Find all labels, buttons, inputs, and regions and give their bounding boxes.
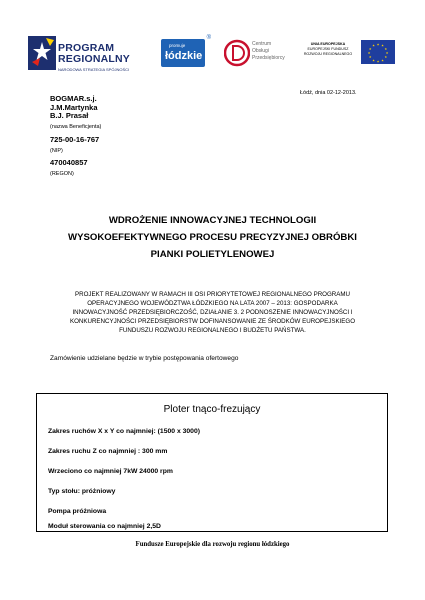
beneficiary-name-3: B.J. Prasał xyxy=(50,111,89,120)
specification-box xyxy=(36,393,388,532)
lodzkie-logo xyxy=(161,35,211,67)
regon-caption: (REGON) xyxy=(50,170,74,177)
footer-text: Fundusze Europejskie dla rozwoju regionu łódzkiego xyxy=(135,541,290,548)
eu-logo xyxy=(298,39,398,69)
svg-text:★: ★ xyxy=(372,43,375,48)
spec-row: Wrzeciono co najmniej 7kW 24000 rpm xyxy=(48,468,173,475)
project-line4: KONKURENCYJNOŚCI PRZEDSIĘBIORSTW DOFINANSOWANIE ZE ŚRODKÓW EUROPEJSKIEGO xyxy=(69,318,356,325)
project-line3: INNOWACYJNOŚĆ PRZEDSIĘBIORCZOŚĆ, DZIAŁANIE 3. 2 PODNOSZENIE INNOWACYJNOŚCI I xyxy=(72,309,353,316)
title-line2: WYSOKOEFEKTYWNEGO PROCESU PRECYZYJNEJ OBRÓBKI xyxy=(68,232,357,243)
lodzkie-big: łódzkie xyxy=(165,50,203,62)
eu-flag-icon xyxy=(361,40,395,64)
beneficiary-name-caption: (nazwa Beneficjenta) xyxy=(50,123,102,130)
svg-text:★: ★ xyxy=(381,43,384,48)
project-line5: FUNDUSZU ROZWOJU REGIONALNEGO I BUDŻETU PAŃSTWA. xyxy=(119,327,306,334)
beneficiary-block xyxy=(50,95,101,178)
centrum-line3: Przedsiębiorcy xyxy=(252,55,285,61)
centrum-obslugi-logo xyxy=(224,39,304,69)
spec-row: Moduł sterowania co najmniej 2,5D xyxy=(48,523,161,530)
title-line1: WDROŻENIE INNOWACYJNEJ TECHNOLOGII xyxy=(108,215,317,226)
program-line1: PROGRAM xyxy=(58,42,115,54)
svg-text:★: ★ xyxy=(385,51,389,55)
lodzkie-small: promuje xyxy=(169,43,186,48)
beneficiary-name-2: J.M.Martynka xyxy=(50,102,98,112)
nip-caption: (NIP) xyxy=(50,147,63,154)
centrum-line2: Obsługi xyxy=(252,48,269,54)
svg-text:★: ★ xyxy=(381,58,384,63)
project-description xyxy=(40,290,385,335)
svg-text:★: ★ xyxy=(376,59,380,64)
eu-line2: EUROPEJSKI FUNDUSZ xyxy=(307,47,349,51)
project-line1: PROJEKT REALIZOWANY W RAMACH III OSI PRIORYTETOWEJ REGIONALNEGO PROGRAMU xyxy=(74,291,351,298)
centrum-line1: Centrum xyxy=(252,41,272,47)
spec-title: Ploter tnąco-frezujący xyxy=(163,404,261,415)
svg-text:★: ★ xyxy=(376,42,380,47)
spec-row: Zakres ruchu Z co najmniej : 300 mm xyxy=(48,448,168,455)
svg-text:★: ★ xyxy=(368,46,372,51)
centrum-d-icon xyxy=(224,39,250,67)
registered-mark: ® xyxy=(206,35,211,41)
spec-row: Zakres ruchów X x Y co najmniej: (1500 x 3000) xyxy=(48,428,200,435)
program-line3: NARODOWA STRATEGIA SPÓJNOŚCI xyxy=(58,67,130,72)
svg-text:★: ★ xyxy=(384,55,388,60)
project-line2: OPERACYJNEGO WOJEWÓDZTWA ŁÓDZKIEGO NA LATA 2007 – 2013: GOSPODARKA xyxy=(87,300,338,307)
program-regionalny-logo xyxy=(28,30,153,80)
program-regionalny-star-icon xyxy=(28,36,56,70)
beneficiary-name-1: BOGMAR.s.j. xyxy=(50,94,97,103)
svg-text:★: ★ xyxy=(368,55,372,60)
logo-bar xyxy=(28,30,398,80)
svg-text:★: ★ xyxy=(372,58,375,63)
eu-text xyxy=(298,42,358,57)
nip-value: 725-00-16-767 xyxy=(50,135,100,144)
procurement-notice: Zamówienie udzielane będzie w trybie postępowania ofertowego xyxy=(50,355,239,362)
svg-text:★: ★ xyxy=(367,51,371,55)
spec-row: Typ stołu: próżniowy xyxy=(48,488,116,495)
document-title xyxy=(40,212,385,263)
eu-line3: ROZWOJU REGIONALNEGO xyxy=(303,52,353,56)
title-line3: PIANKI POLIETYLENOWEJ xyxy=(150,249,275,260)
spec-row: Pompa próżniowa xyxy=(48,508,107,515)
svg-text:★: ★ xyxy=(384,46,388,51)
document-date: Łódź, dnia 02-12-2013. xyxy=(300,90,357,96)
eu-line1: UNIA EUROPEJSKA xyxy=(310,42,346,46)
regon-value: 470040857 xyxy=(50,158,88,167)
program-line2: REGIONALNY xyxy=(58,53,131,65)
